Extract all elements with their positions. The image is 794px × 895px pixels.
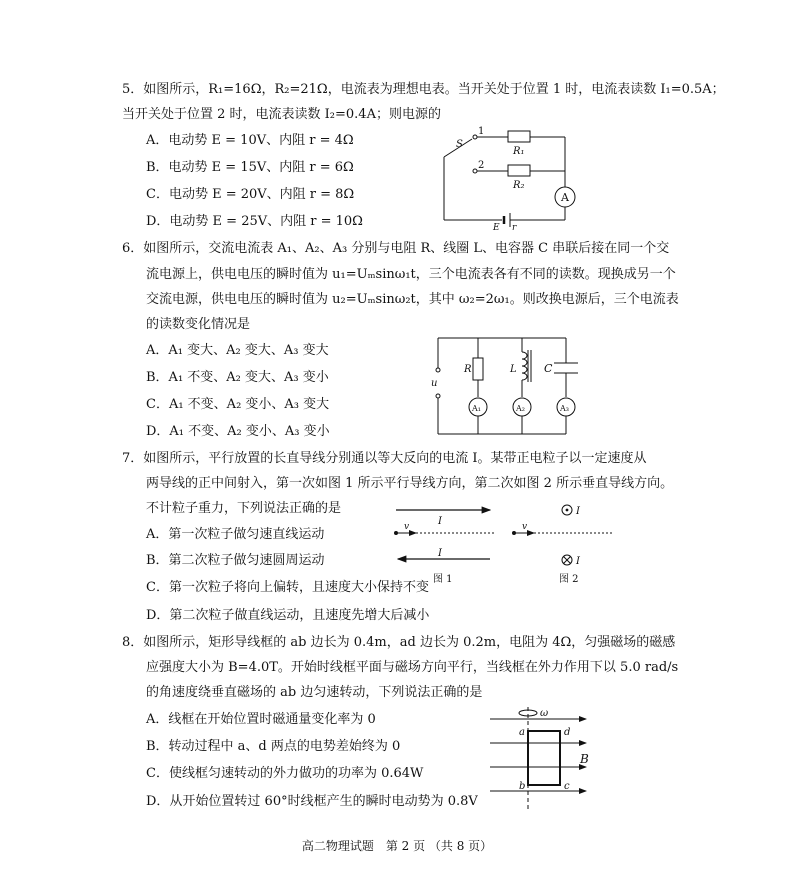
q7-option-c: C．第一次粒子将向上偏转，且速度大小保持不变 [146, 580, 429, 595]
q8-stem-line2: 应强度大小为 B=4.0T。开始时线框平面与磁场方向平行，当线框在外力作用下以 5.0 rad/s [146, 660, 679, 675]
q6-ammeter-a2-label: A₂ [516, 404, 525, 413]
q5-pos2-label: 2 [478, 160, 485, 171]
q7-fig2-velocity-label: v [522, 522, 528, 532]
q5-internal-r-label: r [512, 223, 517, 233]
q8-option-a: A．线框在开始位置时磁通量变化率为 0 [146, 712, 376, 727]
q7-figure-2 [510, 500, 620, 590]
q6-stem-line1: 6．如图所示，交流电流表 A₁、A₂、A₃ 分别与电阻 R、线圈 L、电容器 C 串联后接在同一个交 [122, 241, 670, 256]
q6-option-d: D．A₁ 不变、A₂ 变小、A₃ 变小 [146, 424, 330, 439]
q8-coil-figure [488, 705, 598, 815]
q7-stem-line3: 不计粒子重力，下列说法正确的是 [146, 501, 342, 516]
q5-circuit-figure [430, 125, 590, 235]
q6-option-c: C．A₁ 不变、A₂ 变小、A₃ 变大 [146, 397, 330, 412]
q8-stem-line3: 的角速度绕垂直磁场的 ab 边匀速转动，下列说法正确的是 [146, 685, 483, 700]
q7-option-a: A．第一次粒子做匀速直线运动 [146, 527, 325, 542]
q6-resistor-label: R [464, 364, 472, 375]
q6-source-label: u [431, 378, 438, 389]
q5-ammeter-label: A [561, 191, 569, 204]
q8-vertex-b-label: b [519, 781, 526, 792]
q8-vertex-c-label: c [564, 781, 570, 792]
q5-option-c: C．电动势 E = 20V、内阻 r = 8Ω [146, 187, 355, 202]
q8-vertex-d-label: d [564, 727, 571, 738]
q7-fig2-caption: 图 2 [559, 574, 579, 585]
q5-emf-label: E [493, 223, 500, 233]
q6-ammeter-a3-label: A₃ [560, 404, 569, 413]
q5-r1-label: R₁ [513, 146, 525, 157]
q5-option-d: D．电动势 E = 25V、内阻 r = 10Ω [146, 214, 363, 229]
q8-field-b-label: B [580, 752, 589, 766]
q6-stem-line3: 交流电源，供电电压的瞬时值为 u₂=Uₘsinω₂t，其中 ω₂=2ω₁。则改换电源后，三个电流表 [146, 292, 679, 307]
q7-stem-line2: 两导线的正中间射入，第一次如图 1 所示平行导线方向，第二次如图 2 所示垂直导线方向。 [146, 476, 674, 491]
q6-ac-circuit-figure [430, 330, 590, 440]
q8-stem-line1: 8．如图所示，矩形导线框的 ab 边长为 0.4m，ad 边长为 0.2m，电阻为 4Ω，匀强磁场的磁感 [122, 635, 676, 650]
q5-pos1-label: 1 [478, 126, 485, 137]
q8-omega-label: ω [540, 708, 549, 719]
q7-figure-1 [390, 500, 500, 590]
q6-capacitor-label: C [544, 362, 553, 375]
q5-switch-label: S [456, 139, 463, 150]
q7-fig1-bottom-current-label: I [438, 548, 442, 559]
q6-inductor-label: L [510, 364, 517, 375]
q7-fig2-top-current-label: I [576, 506, 580, 517]
q6-stem-line4: 的读数变化情况是 [146, 317, 251, 332]
q8-option-d: D．从开始位置转过 60°时线框产生的瞬时电动势为 0.8V [146, 794, 478, 809]
q5-r2-label: R₂ [513, 180, 525, 191]
q5-stem-line2: 当开关处于位置 2 时，电流表读数 I₂=0.4A；则电源的 [122, 107, 441, 122]
q5-option-a: A．电动势 E = 10V、内阻 r = 4Ω [146, 133, 354, 148]
q5-option-b: B．电动势 E = 15V、内阻 r = 6Ω [146, 160, 354, 175]
q6-ammeter-a1-label: A₁ [472, 404, 481, 413]
q7-fig1-velocity-label: v [404, 522, 410, 532]
page-footer: 高二物理试题 第 2 页 （共 8 页） [301, 839, 493, 853]
q6-option-a: A．A₁ 变大、A₂ 变大、A₃ 变大 [146, 343, 329, 358]
q8-option-b: B．转动过程中 a、d 两点的电势差始终为 0 [146, 739, 401, 754]
q8-vertex-a-label: a [519, 727, 525, 738]
q5-stem-line1: 5．如图所示，R₁=16Ω，R₂=21Ω，电流表为理想电表。当开关处于位置 1 时，电流表读数 I₁=0.5A； [122, 82, 725, 97]
q7-fig1-top-current-label: I [438, 516, 442, 527]
q7-stem-line1: 7．如图所示，平行放置的长直导线分别通以等大反向的电流 I。某带正电粒子以一定速度从 [122, 451, 647, 466]
q7-option-b: B．第二次粒子做匀速圆周运动 [146, 553, 325, 568]
q8-option-c: C．使线框匀速转动的外力做功的功率为 0.64W [146, 766, 424, 781]
q6-stem-line2: 流电源上，供电电压的瞬时值为 u₁=Uₘsinω₁t，三个电流表各有不同的读数。现换成另一个 [146, 267, 676, 282]
q7-option-d: D．第二次粒子做直线运动，且速度先增大后减小 [146, 608, 430, 623]
q7-fig2-bottom-current-label: I [576, 556, 580, 567]
q6-option-b: B．A₁ 不变、A₂ 变大、A₃ 变小 [146, 370, 329, 385]
q7-fig1-caption: 图 1 [433, 574, 453, 585]
